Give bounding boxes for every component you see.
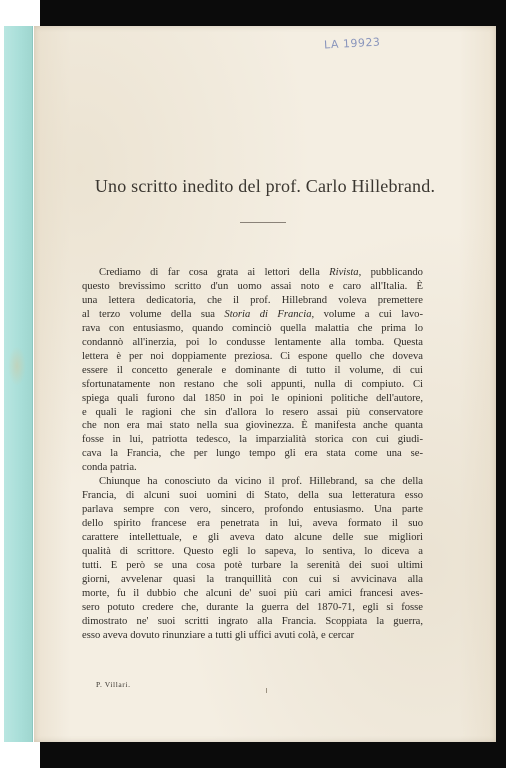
text-line: Crediamo di far cosa grata ai lettori della Rivista, pubblicando	[99, 267, 423, 278]
text-line: essere il concetto generale e dominante di tutto il volume, di cui	[82, 364, 423, 376]
text-line: condannò all'inerzia, poi lo condusse lentamente alla tomba. Questa	[82, 336, 423, 348]
article-body	[82, 266, 423, 643]
paper-speck	[266, 688, 267, 693]
text-line: Chiunque ha conosciuto da vicino il prof. Hillebrand, sa che della	[99, 476, 423, 488]
italic-title: Storia di Francia,	[224, 308, 315, 320]
text-line: morte, fu il dubbio che alcuni de' suoi più cari amici francesi aves-	[82, 587, 423, 599]
italic-title: Rivista,	[329, 267, 362, 278]
text-line: questo brevissimo scritto d'un uomo assai noto e caro all'Italia. È	[82, 280, 423, 292]
article-title: Uno scritto inedito del prof. Carlo Hillebrand.	[94, 176, 436, 196]
text-line: lettera è per noi doppiamente preziosa. Ci espone quello che doveva	[82, 350, 423, 362]
text-line: tutti. E però se una cosa potè turbare la serenità dei suoi ultimi	[82, 560, 423, 572]
text-line: esso aveva dovuto rinunziare a tutti gli uffici avuti colà, e cercar	[82, 629, 355, 641]
text-line: sero potuto credere che, durante la guerra del 1870-71, egli si fosse	[82, 601, 423, 613]
paragraph	[82, 475, 423, 642]
title-divider	[240, 222, 286, 223]
text-line: qualità di scrittore. Questo egli lo sapeva, lo sentiva, lo diceva a	[82, 546, 423, 558]
text-line: cava la Francia, che per lungo tempo gli era stata come una se-	[82, 448, 423, 460]
text-line: carattere intellettuale, e gli aveva dato alcune delle sue migliori	[82, 532, 423, 544]
catalog-mark: LA 19923	[323, 35, 381, 52]
text-line: dello spirito francese era penetrata in lui, aveva formato il suo	[82, 518, 423, 530]
paragraph	[82, 266, 423, 475]
text-line: spiega quali furono dal 1850 in poi le opinioni politiche dell'autore,	[82, 392, 423, 404]
signature: P. Villari.	[96, 680, 131, 689]
text-line: al terzo volume della sua Storia di Francia, volume a cui lavo-	[82, 308, 424, 320]
text-line: una lettera dedicatoria, che il prof. Hillebrand voleva premettere	[82, 294, 423, 306]
text-line: parlava sempre con vero, sincero, profondo entusiasmo. Una parte	[82, 504, 423, 516]
cover-edge	[4, 26, 33, 742]
text-line: rava con entusiasmo, quando cominciò quella malattia che prima lo	[82, 322, 423, 334]
text-line: che non era mai stato nella sua giovinezza. È manifesta anche quanta	[82, 420, 423, 432]
text-line: e quali le ragioni che sin d'allora lo resero assai più conservatore	[82, 406, 423, 418]
document-page	[34, 26, 496, 742]
text-line: giorni, avvelenar quasi la tranquillità con cui si avvicinava alla	[82, 573, 423, 585]
text-line: sfortunatamente non restano che soli appunti, nulla di compiuto. Ci	[82, 378, 423, 390]
text-line: Francia, di alcuni suoi uomini di Stato, della sua letteratura esso	[82, 490, 423, 502]
text-line: dimostrato ne' suoi scritti ingrato alla Francia. Scoppiata la guerra,	[82, 615, 423, 627]
text-line: conda patria.	[82, 462, 137, 474]
text-line: fosse in lui, patriotta tedesco, la imparzialità storica con cui giudi-	[82, 434, 423, 446]
